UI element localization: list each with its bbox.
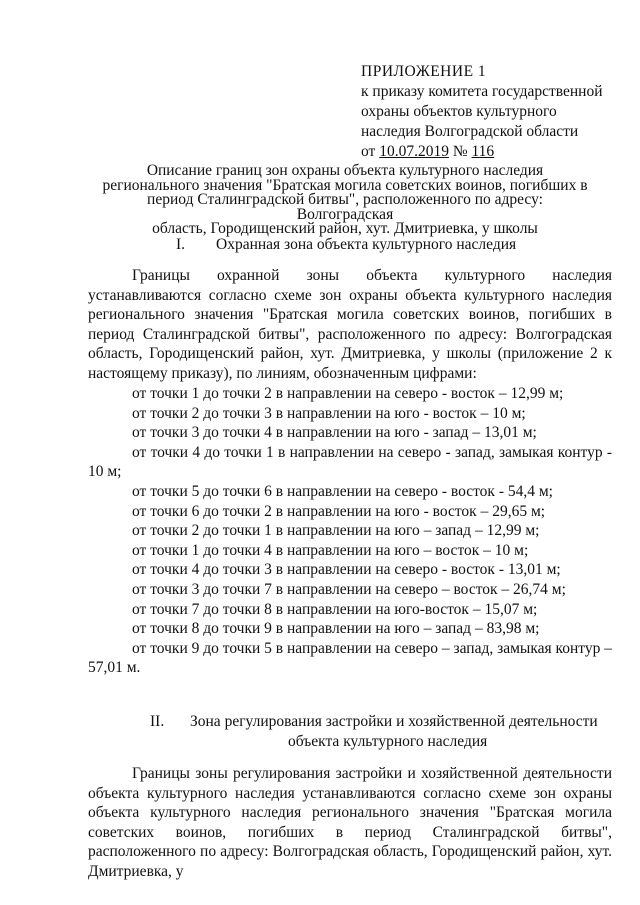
section-1-boundary-list [88, 384, 612, 678]
section-2-title-line-1: Зона регулирования застройки и хозяйственной деятельности [190, 713, 598, 730]
boundary-segment-line: от точки 7 до точки 8 в направлении на юго-восток – 15,07 м; [132, 600, 538, 618]
boundary-segment-line: от точки 2 до точки 3 в направлении на юго - восток – 10 м; [132, 404, 526, 422]
section-2-numeral: II. [150, 713, 165, 730]
boundary-segment-line: от точки 1 до точки 4 в направлении на юго – восток – 10 м; [132, 541, 529, 559]
appendix-header [361, 62, 621, 162]
appendix-number-sign: № [448, 143, 472, 160]
boundary-segment-line: от точки 1 до точки 2 в направлении на северо - восток – 12,99 м; [132, 385, 564, 402]
appendix-line-3: наследия Волгоградской области [361, 123, 579, 140]
boundary-segment-line: от точки 6 до точки 2 в направлении на юго - восток – 29,65 м; [132, 502, 546, 520]
boundary-segment-line: от точки 9 до точки 5 в направлении на северо – запад, замыкая контур – 57,01 м. [88, 639, 612, 677]
description-line-4: область, Городищенский район, хут. Дмитриевка, у школы [152, 220, 538, 237]
appendix-date: 10.07.2019 [379, 143, 449, 160]
section-2-title-line-2: объекта культурного наследия [288, 733, 488, 750]
appendix-line-1: к приказу комитета государственной [361, 83, 603, 100]
appendix-title: ПРИЛОЖЕНИЕ 1 [361, 63, 487, 80]
boundary-segment-line: от точки 4 до точки 3 в направлении на северо - восток - 13,01 м; [132, 561, 561, 579]
boundary-segment-line: от точки 3 до точки 7 в направлении на северо – восток – 26,74 м; [132, 580, 566, 598]
appendix-line-2: охраны объектов культурного [361, 103, 557, 120]
description-line-3: период Сталинградской битвы", расположенного по адресу: Волгоградская [147, 191, 543, 223]
description-line-2: регионального значения "Братская могила советских воинов, погибших в [102, 176, 588, 194]
boundary-segment-line: от точки 3 до точки 4 в направлении на юго - запад – 13,01 м; [132, 424, 537, 442]
section-2-intro: Границы зоны регулирования застройки и хозяйственной деятельности объекта культурного наследия устанавливаются согласно схеме зон охраны объекта культурного наследия регионального значения "Братская могила советских воинов, погибших в период Сталинградской битвы", расположенного по адресу: Волгоградская область, Городищенский район, хут. Дмитриевка, у [88, 765, 612, 880]
appendix-date-prefix: от [361, 143, 380, 160]
boundary-segment-line: от точки 4 до точки 1 в направлении на северо - запад, замыкая контур - 10 м; [88, 443, 612, 481]
appendix-order-line [361, 142, 621, 162]
description-title [100, 164, 590, 237]
boundary-segment-line: от точки 5 до точки 6 в направлении на северо - восток - 54,4 м; [132, 482, 553, 500]
section-1-intro: Границы охранной зоны объекта культурного наследия устанавливаются согласно схеме зон охраны объекта культурного наследия регионального значения "Братская могила советских воинов, погибших в период Сталинградской битвы", расположенного по адресу: Волгоградская область, Городищенский район, хут. Дмитриевка, у школы (приложение 2 к настоящему приказу), по линиям, обозначенным цифрами: [88, 267, 612, 382]
boundary-segment-line: от точки 8 до точки 9 в направлении на юго – запад – 83,98 м; [132, 620, 540, 638]
appendix-number: 116 [471, 143, 495, 160]
section-1-numeral: I. [176, 236, 186, 253]
section-1-title: Охранная зона объекта культурного наследия [216, 236, 517, 253]
description-line-1: Описание границ зон охраны объекта культурного наследия [146, 162, 544, 179]
boundary-segment-line: от точки 2 до точки 1 в направлении на юго – запад – 12,99 м; [132, 522, 540, 540]
